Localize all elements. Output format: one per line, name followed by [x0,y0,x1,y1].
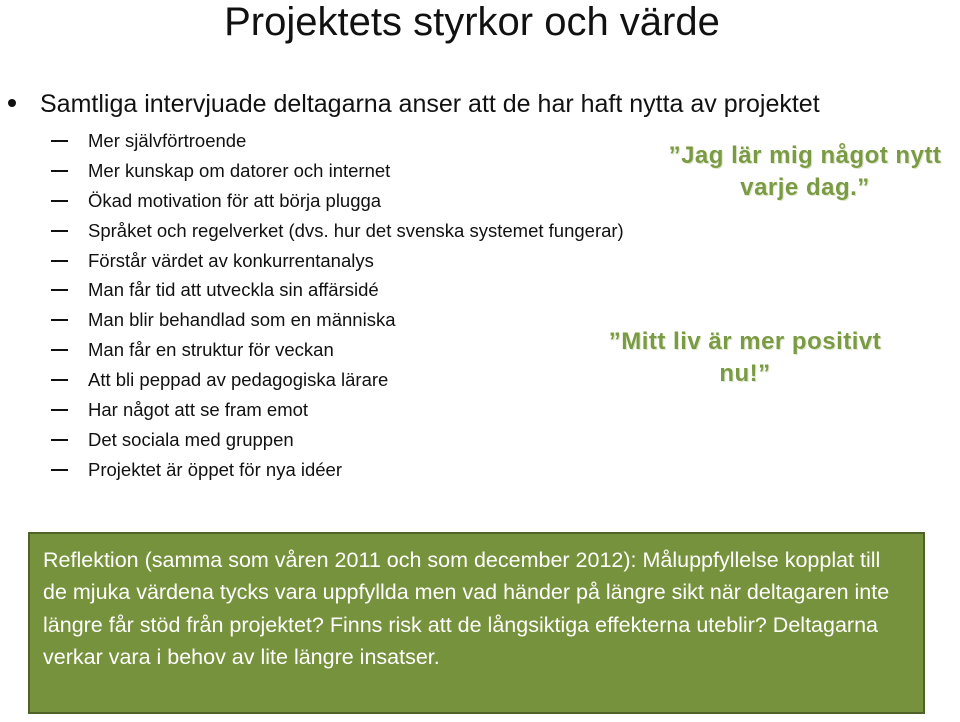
main-bullet [0,84,960,124]
sub-bullet [0,455,680,485]
dash-icon [51,319,68,321]
sub-bullet-text: Det sociala med gruppen [88,428,294,450]
quote-learning: ”Jag lär mig något nytt varje dag.” [668,142,942,201]
dash-icon [51,200,68,202]
dash-icon [51,409,68,411]
dash-icon [51,349,68,351]
sub-bullet [0,395,680,425]
sub-bullet [0,216,680,246]
sub-bullet-text: Språket och regelverket (dvs. hur det svenska systemet fungerar) [88,219,624,241]
sub-bullet [0,365,680,395]
sub-bullet-text: Ökad motivation för att börja plugga [88,189,382,211]
sub-bullet-text: Har något att se fram emot [88,399,309,421]
slide-title: Projektets styrkor och värde [224,0,720,44]
dash-icon [51,170,68,172]
sub-bullet-text: Projektet är öppet för nya idéer [88,458,343,480]
sub-bullet [0,156,680,186]
dash-icon [51,289,68,291]
sub-bullet [0,335,680,365]
quote-positive: ”Mitt liv är mer positivt nu!” [608,328,882,387]
reflection-box: Reflektion (samma som våren 2011 och som december 2012): Måluppfyllelse kopplat till de mjuka värdena tycks vara uppfyllda men vad händer på längre sikt när deltagaren inte längre får stöd från projektet? Finns risk att de långsiktiga effekterna uteblir? Deltagarna verkar vara i behov av lite längre insatser. [28,532,925,714]
sub-bullet-list [0,126,680,485]
dash-icon [51,469,68,471]
dash-icon [51,379,68,381]
sub-bullet [0,305,680,335]
sub-bullet-text: Mer kunskap om datorer och internet [88,159,391,181]
sub-bullet [0,425,680,455]
dash-icon [51,230,68,232]
sub-bullet [0,275,680,305]
dash-icon [51,140,68,142]
sub-bullet-text: Förstår värdet av konkurrentanalys [88,249,374,271]
bullet-dot-icon [8,99,16,107]
main-bullet-text: Samtliga intervjuade deltagarna anser att de har haft nytta av projektet [40,90,820,118]
dash-icon [51,439,68,441]
sub-bullet-text: Man får en struktur för veckan [88,339,334,361]
sub-bullet-text: Att bli peppad av pedagogiska lärare [88,369,389,391]
sub-bullet [0,126,680,156]
sub-bullet [0,186,680,216]
sub-bullet-text: Man blir behandlad som en människa [88,309,396,331]
sub-bullet [0,246,680,276]
dash-icon [51,260,68,262]
sub-bullet-text: Man får tid att utveckla sin affärsidé [88,279,379,301]
sub-bullet-text: Mer självförtroende [88,130,247,151]
